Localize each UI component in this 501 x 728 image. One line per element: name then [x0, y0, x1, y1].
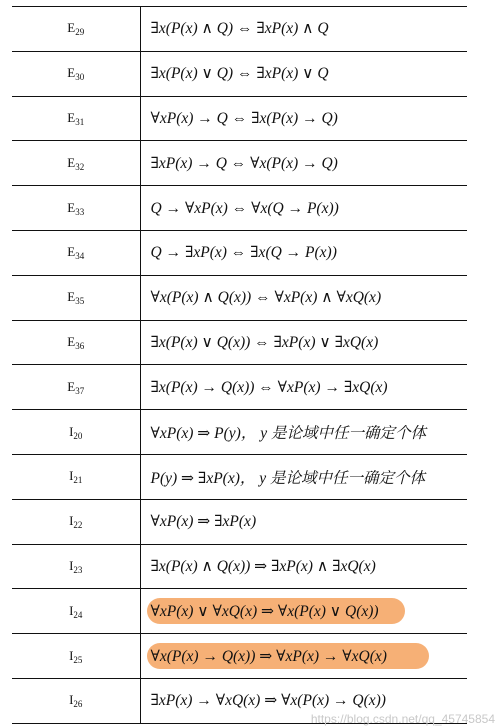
rule-id-letter: E — [67, 154, 76, 170]
table-row — [12, 7, 467, 52]
rule-id-letter: E — [67, 333, 76, 349]
formula-table-body — [12, 7, 467, 724]
rule-id-number: 21 — [73, 475, 83, 486]
rule-formula: ∀xP(x) ⇒ P(y)， y 是论域中任一确定个体 — [150, 425, 426, 443]
table-row — [12, 230, 467, 275]
rule-id — [12, 454, 140, 499]
rule-id-letter: I — [69, 602, 74, 618]
rule-id-number: 34 — [75, 251, 85, 262]
table-row — [12, 320, 467, 365]
table-row — [12, 96, 467, 141]
rule-formula: ∀xP(x) ∨ ∀xQ(x) ⇒ ∀x(P(x) ∨ Q(x)) — [150, 602, 379, 620]
rule-formula: ∀xP(x) ⇒ ∃xP(x) — [150, 513, 257, 531]
rule-id — [12, 141, 140, 186]
rule-id-number: 32 — [75, 161, 85, 172]
rule-id-letter: E — [67, 244, 76, 260]
rule-formula-cell — [140, 275, 467, 320]
rule-id-letter: E — [67, 289, 76, 305]
rule-id — [12, 7, 140, 52]
rule-formula-cell — [140, 410, 467, 455]
rule-id — [12, 230, 140, 275]
rule-id-letter: I — [69, 557, 74, 573]
rule-formula-cell — [140, 499, 467, 544]
rule-formula: ∀x(P(x) → Q(x)) ⇒ ∀xP(x) → ∀xQ(x) — [150, 647, 387, 665]
rule-id-letter: E — [67, 20, 76, 36]
rule-id-letter: I — [69, 692, 74, 708]
rule-formula-cell — [140, 320, 467, 365]
rule-formula: Q → ∃xP(x) ⇔ ∃x(Q → P(x)) — [150, 244, 337, 262]
watermark: https://blog.csdn.net/qq_45745854 — [310, 712, 495, 726]
rule-id-number: 22 — [73, 520, 83, 531]
rule-formula: ∃x(P(x) ∧ Q) ⇔ ∃xP(x) ∧ Q — [150, 20, 329, 38]
table-row — [12, 544, 467, 589]
table-row — [12, 454, 467, 499]
rule-id-number: 29 — [75, 27, 85, 38]
rule-formula: ∀xP(x) → Q ⇔ ∃x(P(x) → Q) — [150, 109, 338, 127]
rule-formula-cell — [140, 141, 467, 186]
table-row — [12, 186, 467, 231]
rule-formula-cell — [140, 7, 467, 52]
rule-formula: ∃x(P(x) ∨ Q) ⇔ ∃xP(x) ∨ Q — [150, 65, 329, 83]
table-row — [12, 51, 467, 96]
rule-formula-cell — [140, 186, 467, 231]
rule-id — [12, 275, 140, 320]
rule-id — [12, 499, 140, 544]
rule-id-number: 26 — [73, 699, 83, 710]
rule-id — [12, 365, 140, 410]
rule-formula: ∃x(P(x) → Q(x)) ⇔ ∀xP(x) → ∃xQ(x) — [150, 378, 388, 396]
rule-formula: ∃x(P(x) ∨ Q(x)) ⇔ ∃xP(x) ∨ ∃xQ(x) — [150, 333, 379, 351]
rule-formula-cell — [140, 365, 467, 410]
rule-formula: Q → ∀xP(x) ⇔ ∀x(Q → P(x)) — [150, 199, 339, 217]
rule-id-letter: E — [67, 378, 76, 394]
table-row — [12, 634, 467, 679]
table-row — [12, 275, 467, 320]
rule-id-letter: E — [67, 65, 76, 81]
rule-id — [12, 678, 140, 723]
rule-formula-cell — [140, 634, 467, 679]
rule-id-number: 24 — [73, 609, 83, 620]
rule-formula: ∃xP(x) → Q ⇔ ∀x(P(x) → Q) — [150, 154, 338, 172]
table-row — [12, 499, 467, 544]
rule-formula-cell — [140, 51, 467, 96]
rule-id-number: 37 — [75, 385, 85, 396]
rule-id-number: 23 — [73, 564, 83, 575]
rule-formula-cell — [140, 589, 467, 634]
rule-formula-cell — [140, 454, 467, 499]
rule-id-number: 30 — [75, 72, 85, 83]
table-row — [12, 589, 467, 634]
rule-id-number: 36 — [75, 340, 85, 351]
rule-id — [12, 320, 140, 365]
rule-id — [12, 186, 140, 231]
rule-formula: ∀x(P(x) ∧ Q(x)) ⇔ ∀xP(x) ∧ ∀xQ(x) — [150, 289, 382, 307]
rule-id — [12, 589, 140, 634]
rule-id-letter: E — [67, 199, 76, 215]
rule-id-letter: I — [69, 468, 74, 484]
rule-id-letter: I — [69, 423, 74, 439]
formula-table-container — [12, 6, 467, 724]
rule-id-letter: I — [69, 513, 74, 529]
rule-id-number: 33 — [75, 206, 85, 217]
rule-formula-cell — [140, 544, 467, 589]
rule-id-number: 31 — [75, 116, 85, 127]
rule-id — [12, 634, 140, 679]
rule-id — [12, 51, 140, 96]
rule-formula: P(y) ⇒ ∃xP(x)， y 是论域中任一确定个体 — [150, 469, 425, 487]
rule-id-number: 35 — [75, 296, 85, 307]
rule-formula: ∃x(P(x) ∧ Q(x)) ⇒ ∃xP(x) ∧ ∃xQ(x) — [150, 557, 376, 575]
table-row — [12, 365, 467, 410]
table-row — [12, 141, 467, 186]
table-row — [12, 410, 467, 455]
rule-formula: ∃xP(x) → ∀xQ(x) ⇒ ∀x(P(x) → Q(x)) — [150, 692, 386, 710]
rule-id-letter: E — [67, 109, 76, 125]
rule-id — [12, 544, 140, 589]
rule-id-letter: I — [69, 647, 74, 663]
rule-id — [12, 410, 140, 455]
rule-formula-cell — [140, 230, 467, 275]
rule-id-number: 25 — [73, 654, 83, 665]
rule-id-number: 20 — [73, 430, 83, 441]
formula-table — [12, 6, 467, 724]
rule-formula-cell — [140, 96, 467, 141]
rule-id — [12, 96, 140, 141]
